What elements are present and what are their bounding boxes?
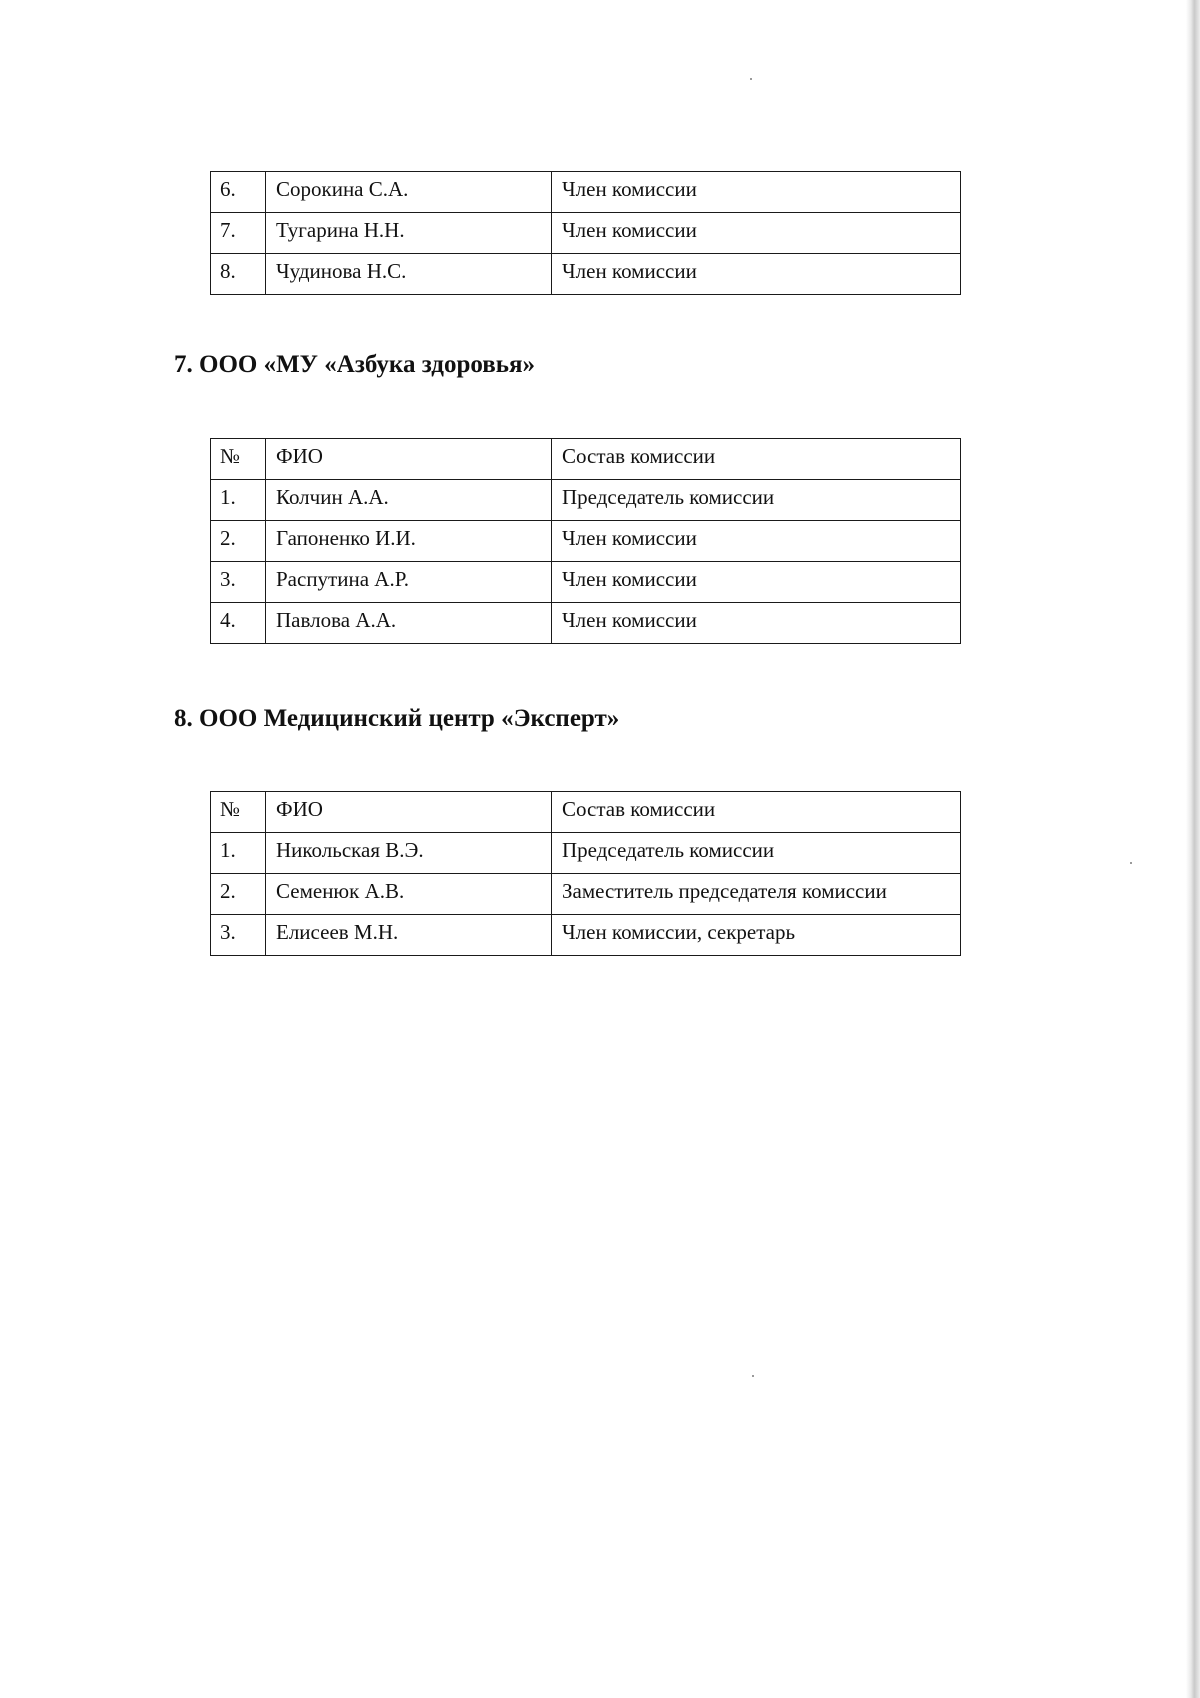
member-name: Сорокина С.А. bbox=[266, 172, 552, 213]
row-number: 8. bbox=[211, 254, 266, 295]
row-number: 2. bbox=[211, 874, 266, 915]
table-row bbox=[211, 213, 961, 254]
row-number: 7. bbox=[211, 213, 266, 254]
member-role: Заместитель председателя комиссии bbox=[552, 874, 961, 915]
member-name: Елисеев М.Н. bbox=[266, 915, 552, 956]
member-role: Член комиссии bbox=[552, 213, 961, 254]
table-row bbox=[211, 254, 961, 295]
member-role: Член комиссии bbox=[552, 172, 961, 213]
section-heading-7: 7. ООО «МУ «Азбука здоровья» bbox=[174, 351, 535, 378]
scan-edge-shadow bbox=[1186, 0, 1200, 1698]
row-number: 2. bbox=[211, 521, 266, 562]
member-role: Член комиссии bbox=[552, 562, 961, 603]
member-name: Чудинова Н.С. bbox=[266, 254, 552, 295]
table-row bbox=[211, 172, 961, 213]
table-header-row bbox=[211, 439, 961, 480]
scan-speck bbox=[1130, 862, 1132, 864]
table-row bbox=[211, 874, 961, 915]
row-number: 6. bbox=[211, 172, 266, 213]
member-name: Распутина А.Р. bbox=[266, 562, 552, 603]
member-role: Председатель комиссии bbox=[552, 480, 961, 521]
commission-table-section-8 bbox=[210, 791, 961, 956]
table-header-row bbox=[211, 792, 961, 833]
commission-table-continued bbox=[210, 171, 961, 295]
member-name: Гапоненко И.И. bbox=[266, 521, 552, 562]
member-name: Павлова А.А. bbox=[266, 603, 552, 644]
member-name: Колчин А.А. bbox=[266, 480, 552, 521]
table-row bbox=[211, 521, 961, 562]
header-role: Состав комиссии bbox=[552, 792, 961, 833]
table-row bbox=[211, 915, 961, 956]
scan-speck bbox=[750, 78, 752, 80]
table-row bbox=[211, 603, 961, 644]
row-number: 1. bbox=[211, 833, 266, 874]
member-role: Член комиссии bbox=[552, 603, 961, 644]
member-name: Семенюк А.В. bbox=[266, 874, 552, 915]
member-name: Никольская В.Э. bbox=[266, 833, 552, 874]
commission-table-section-7 bbox=[210, 438, 961, 644]
header-name: ФИО bbox=[266, 439, 552, 480]
header-number: № bbox=[211, 792, 266, 833]
member-role: Член комиссии, секретарь bbox=[552, 915, 961, 956]
member-role: Председатель комиссии bbox=[552, 833, 961, 874]
row-number: 3. bbox=[211, 562, 266, 603]
row-number: 3. bbox=[211, 915, 266, 956]
header-number: № bbox=[211, 439, 266, 480]
table-row bbox=[211, 833, 961, 874]
header-role: Состав комиссии bbox=[552, 439, 961, 480]
member-name: Тугарина Н.Н. bbox=[266, 213, 552, 254]
table-row bbox=[211, 562, 961, 603]
section-heading-8: 8. ООО Медицинский центр «Эксперт» bbox=[174, 705, 620, 732]
table-row bbox=[211, 480, 961, 521]
row-number: 1. bbox=[211, 480, 266, 521]
scan-speck bbox=[752, 1375, 754, 1377]
member-role: Член комиссии bbox=[552, 254, 961, 295]
header-name: ФИО bbox=[266, 792, 552, 833]
row-number: 4. bbox=[211, 603, 266, 644]
member-role: Член комиссии bbox=[552, 521, 961, 562]
